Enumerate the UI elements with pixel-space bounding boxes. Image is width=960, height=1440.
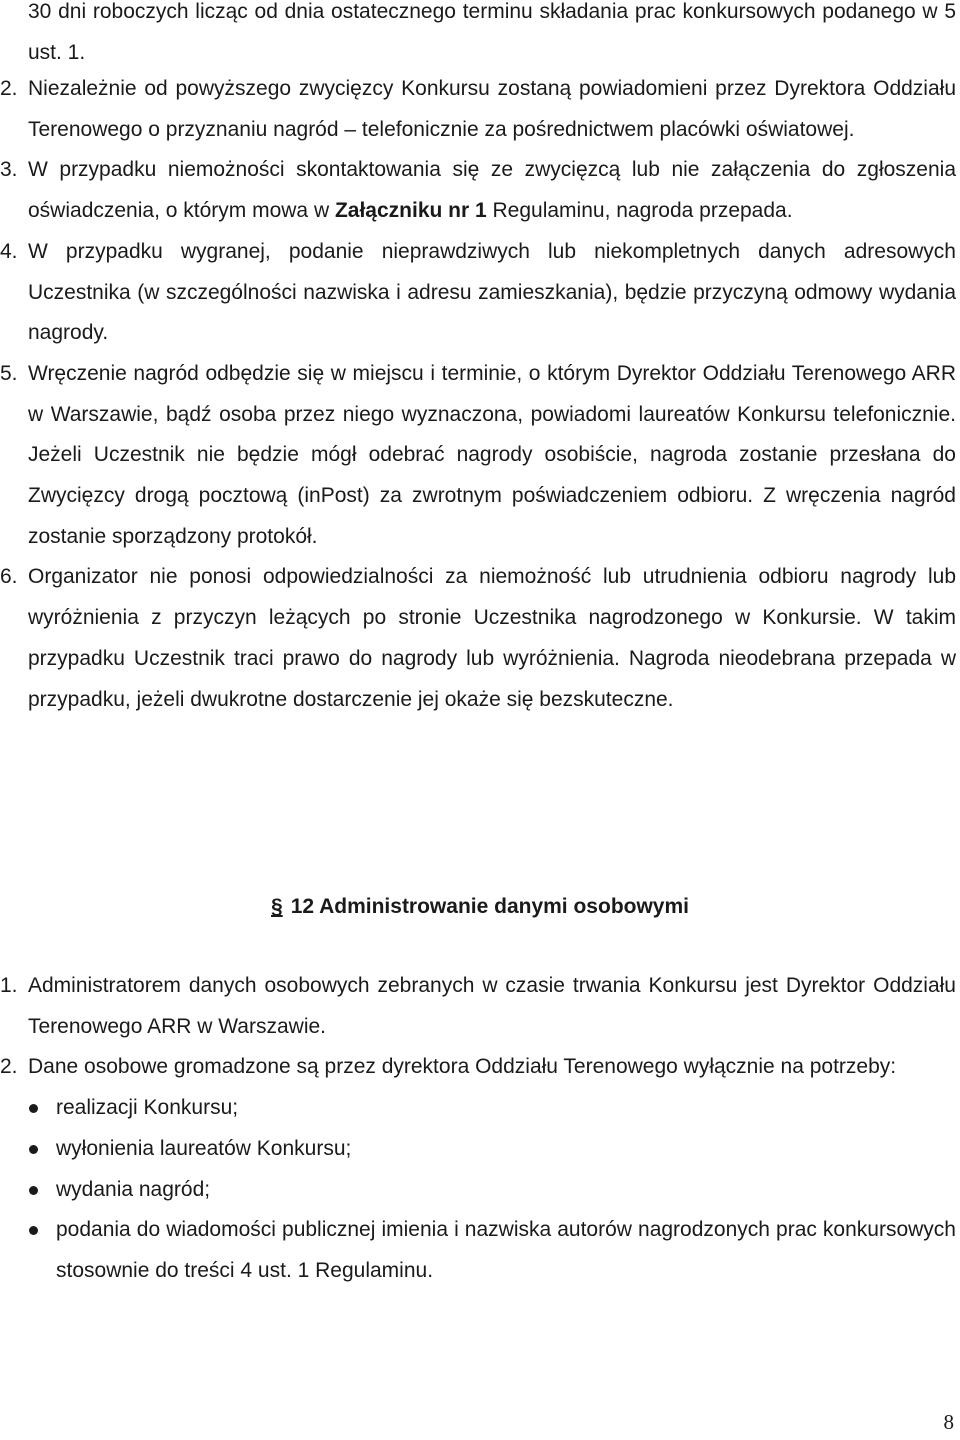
item-number: 5. [0,361,18,385]
list-item [0,354,956,558]
section-12-body [0,966,956,1292]
bullet-icon [29,1186,38,1195]
item-text: Niezależnie od powyższego zwycięzcy Konkursu zostaną powiadomieni przez Dyrektora Oddziału Terenowego o przyznaniu nagród – telefonicznie za pośrednictwem placówki oświatowej. [28,77,956,141]
list-item [0,557,956,720]
item-number: 1. [0,974,18,997]
list-item [0,69,956,150]
bullet-icon [29,1104,38,1113]
list-item [0,966,956,1047]
bullet-text: wydania nagród; [56,1177,211,1201]
list-item [0,232,956,354]
section-symbol: § [271,895,283,918]
section-title: 12 Administrowanie danymi osobowymi [290,895,689,918]
attachment-reference: Załączniku nr 1 [334,199,487,223]
bullet-item [0,1088,956,1129]
bullet-list [0,1088,956,1292]
item-number: 6. [0,565,18,589]
bullet-text: wyłonienia laureatów Konkursu; [56,1136,352,1160]
item-text: Administratorem danych osobowych zebranych w czasie trwania Konkursu jest Dyrektor Oddziału Terenowego ARR w Warszawie. [28,974,956,1038]
bullet-icon [29,1145,38,1154]
section-heading [0,887,960,927]
continuation-paragraph: 30 dni roboczych licząc od dnia ostatecznego terminu składania prac konkursowych podanego w 5 ust. 1. [28,0,956,64]
list-item [0,1047,956,1088]
item-text: Organizator nie ponosi odpowiedzialności za niemożność lub utrudnienia odbioru nagrody lub wyróżnienia z przyczyn leżących po stronie Uczestnika nagrodzonego w Konkursie. W takim przypadku Uczestnik traci prawo do nagrody lub wyróżnienia. Nagroda nieodebrana przepada w przypadku, jeżeli dwukrotne dostarczenie jej okaże się bezskuteczne. [28,565,956,711]
item-text: W przypadku wygranej, podanie nieprawdziwych lub niekompletnych danych adresowych Uczestnika (w szczególności nazwiska i adresu zamieszkania), będzie przyczyną odmowy wydania nagrody. [28,239,956,345]
item-number: 4. [0,239,18,263]
item-text: Dane osobowe gromadzone są przez dyrektora Oddziału Terenowego wyłącznie na potrzeby: [28,1055,897,1079]
item-number: 2. [0,1055,18,1079]
item-number: 2. [0,77,18,100]
bullet-text: podania do wiadomości publicznej imienia i nazwiska autorów nagrodzonych prac konkursowych stosownie do treści 4 ust. 1 Regulaminu. [56,1218,956,1282]
bullet-item [0,1129,956,1170]
item-text: Wręczenie nagród odbędzie się w miejscu i terminie, o którym Dyrektor Oddziału Terenowego ARR w Warszawie, bądź osoba przez niego wyznaczona, powiadomi laureatów Konkursu telefonicznie. Jeżeli Uczestnik nie będzie mógł odebrać nagrody osobiście, nagroda zostanie przesłana do Zwycięzcy drogą pocztową (inPost) za zwrotnym poświadczeniem odbioru. Z wręczenia nagród zostanie sporządzony protokół. [28,361,956,548]
item-text: W przypadku niemożności skontaktowania się ze zwycięzcą lub nie załączenia do zgłoszenia oświadczenia, o którym mowa w [28,158,956,223]
page-number: 8 [943,1410,954,1434]
bullet-text: realizacji Konkursu; [56,1096,239,1120]
list-item [0,150,956,231]
bullet-icon [29,1226,38,1235]
bullet-item [0,1170,956,1211]
section-11-body [28,0,956,73]
item-number: 3. [0,158,18,182]
bullet-item [0,1210,956,1291]
item-text: Regulaminu, nagroda przepada. [486,199,793,223]
section-11-items [0,69,956,720]
